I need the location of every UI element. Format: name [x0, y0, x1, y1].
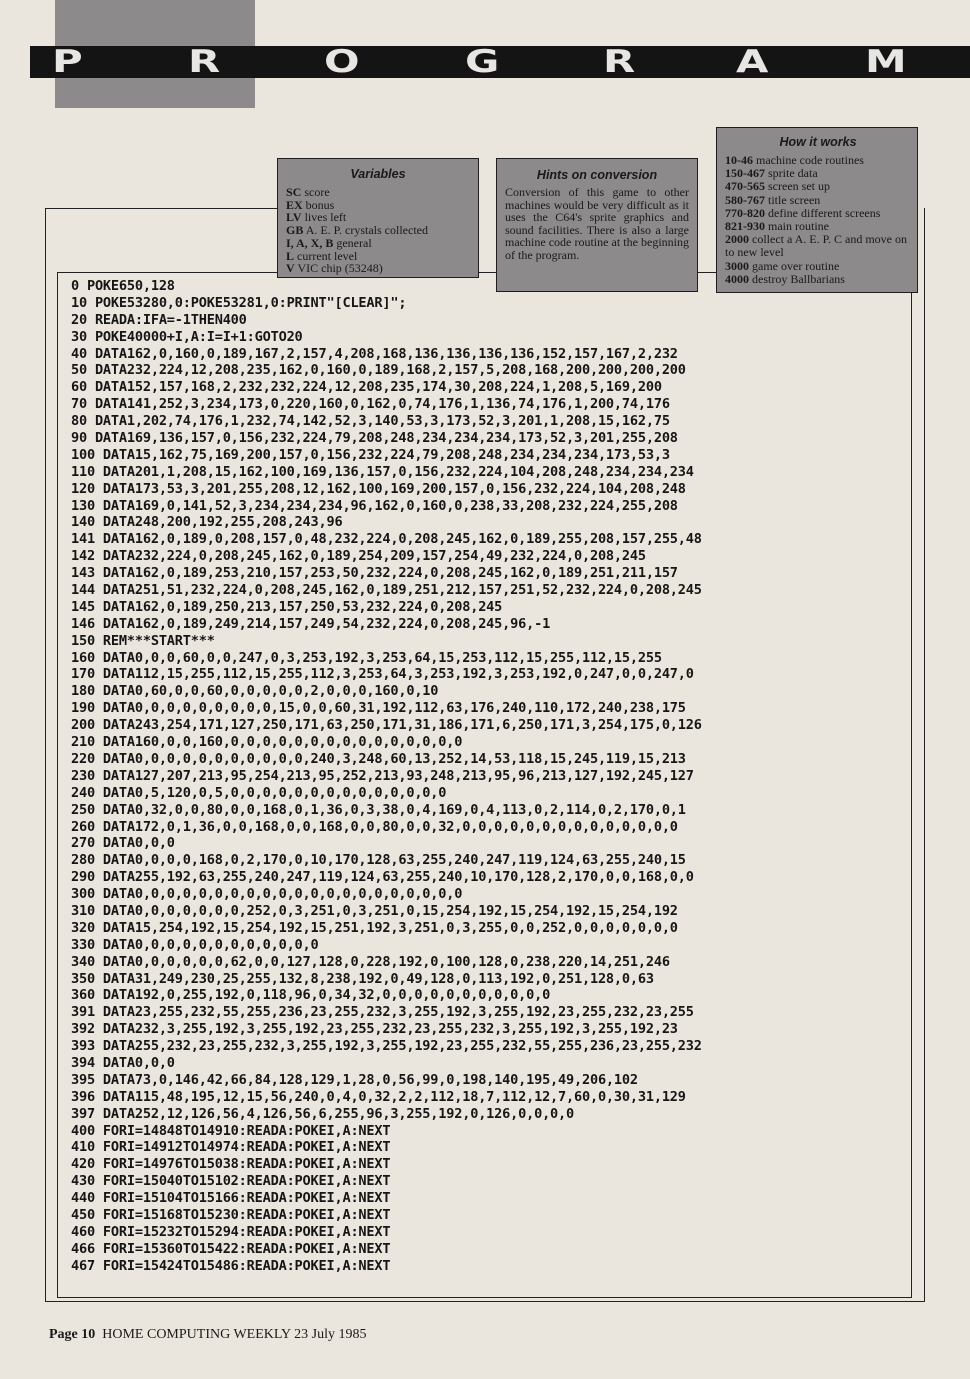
code-line: 395 DATA73,0,146,42,66,84,128,129,1,28,0,56,99,0,198,140,195,49,206,102: [71, 1071, 638, 1088]
variable-key: V: [286, 261, 295, 276]
code-line: 300 DATA0,0,0,0,0,0,0,0,0,0,0,0,0,0,0,0,0,0,0,0,0: [71, 886, 463, 903]
code-line: 467 FORI=15424TO15486:READA:POKEI,A:NEXT: [71, 1257, 391, 1274]
variable-desc: bonus: [305, 197, 335, 212]
variable-key: GB: [286, 223, 304, 238]
code-line: 240 DATA0,5,120,0,5,0,0,0,0,0,0,0,0,0,0,0,0,0,0: [71, 784, 447, 801]
banner-letter: G: [465, 44, 500, 80]
variable-row: [286, 262, 470, 275]
program-banner: [30, 46, 970, 78]
code-line: 146 DATA162,0,189,249,214,157,249,54,232,224,0,208,245,96,-1: [71, 615, 551, 632]
code-line: 310 DATA0,0,0,0,0,0,0,252,0,3,251,0,3,251,0,15,254,192,15,254,192,15,254,192: [71, 902, 678, 919]
how-desc: main routine: [768, 219, 829, 234]
banner-letter: R: [188, 44, 221, 80]
code-line: 330 DATA0,0,0,0,0,0,0,0,0,0,0,0: [71, 936, 319, 953]
code-line: 320 DATA15,254,192,15,254,192,15,251,192,3,251,0,3,255,0,0,252,0,0,0,0,0,0,0: [71, 919, 678, 936]
code-line: 130 DATA169,0,141,52,3,234,234,234,96,162,0,160,0,238,33,208,232,224,255,208: [71, 497, 678, 514]
how-key: 470-565: [725, 179, 765, 194]
how-desc: define different screens: [768, 205, 881, 220]
code-line: 90 DATA169,136,157,0,156,232,224,79,208,248,234,234,234,173,52,3,201,255,208: [71, 430, 678, 447]
code-line: 70 DATA141,252,3,234,173,0,220,160,0,162,0,74,176,1,136,74,176,1,200,74,176: [71, 396, 670, 413]
code-line: 170 DATA112,15,255,112,15,255,112,3,253,64,3,253,192,3,253,192,0,247,0,0,247,0: [71, 666, 694, 683]
how-desc: screen set up: [768, 179, 830, 194]
variable-desc: current level: [297, 248, 358, 263]
code-line: 200 DATA243,254,171,127,250,171,63,250,171,31,186,171,6,250,171,3,254,175,0,126: [71, 717, 702, 734]
code-line: 120 DATA173,53,3,201,255,208,12,162,100,169,200,157,0,156,232,224,104,208,248: [71, 480, 686, 497]
code-line: 160 DATA0,0,0,60,0,0,247,0,3,253,192,3,253,64,15,253,112,15,255,112,15,255: [71, 649, 662, 666]
how-desc: destroy Ballbarians: [752, 271, 845, 286]
code-line: 250 DATA0,32,0,0,80,0,0,168,0,1,36,0,3,38,0,4,169,0,4,113,0,2,114,0,2,170,0,1: [71, 801, 686, 818]
banner-letter: P: [52, 44, 83, 80]
code-line: 141 DATA162,0,189,0,208,157,0,48,232,224,0,208,245,162,0,189,255,208,157,255,48: [71, 531, 702, 548]
code-line: 392 DATA232,3,255,192,3,255,192,23,255,232,23,255,232,3,255,192,3,255,192,23: [71, 1021, 678, 1038]
variable-desc: A. E. P. crystals collected: [305, 223, 428, 238]
code-line: 450 FORI=15168TO15230:READA:POKEI,A:NEXT: [71, 1206, 391, 1223]
code-line: 220 DATA0,0,0,0,0,0,0,0,0,0,0,240,3,248,60,13,252,14,53,118,15,245,119,15,213: [71, 750, 686, 767]
variable-desc: VIC chip (53248): [297, 261, 383, 276]
variable-key: SC: [286, 185, 302, 199]
code-line: 100 DATA15,162,75,169,200,157,0,156,232,224,79,208,248,234,234,234,173,53,3: [71, 446, 670, 463]
variable-key: LV: [286, 210, 302, 225]
code-line: 10 POKE53280,0:POKE53281,0:PRINT"[CLEAR]";: [71, 294, 407, 311]
code-line: 142 DATA232,224,0,208,245,162,0,189,254,209,157,254,49,232,224,0,208,245: [71, 548, 646, 565]
how-it-works-title: How it works: [779, 135, 857, 149]
code-line: 140 DATA248,200,192,255,208,243,96: [71, 514, 343, 531]
hints-title: Hints on conversion: [536, 168, 658, 182]
code-line: 466 FORI=15360TO15422:READA:POKEI,A:NEXT: [71, 1240, 391, 1257]
code-line: 150 REM***START***: [71, 632, 215, 649]
code-line: 260 DATA172,0,1,36,0,0,168,0,0,168,0,0,80,0,0,32,0,0,0,0,0,0,0,0,0,0,0,0,0,0: [71, 818, 678, 835]
code-line: 180 DATA0,60,0,0,60,0,0,0,0,0,2,0,0,0,160,0,10: [71, 683, 439, 700]
how-key: 150-467: [725, 166, 765, 181]
how-key: 580-767: [725, 192, 765, 207]
code-line: 145 DATA162,0,189,250,213,157,250,53,232,224,0,208,245: [71, 598, 503, 615]
code-line: 290 DATA255,192,63,255,240,247,119,124,63,255,240,10,170,128,2,170,0,0,168,0,0: [71, 869, 694, 886]
variable-key: L: [286, 248, 295, 263]
how-desc: machine code routines: [756, 153, 864, 167]
code-line: 340 DATA0,0,0,0,0,0,62,0,0,127,128,0,228,192,0,100,128,0,238,220,14,251,246: [71, 953, 670, 970]
program-listing: [71, 278, 921, 1275]
hints-text: Conversion of this game to other machines would be very difficult as it uses the C64's sprite graphics and sound facilities. There is also a large machine code routine at the beginning of the program.: [505, 185, 689, 262]
variable-key: EX: [286, 197, 303, 212]
code-line: 270 DATA0,0,0: [71, 835, 175, 852]
code-line: 391 DATA23,255,232,55,255,236,23,255,232,3,255,192,3,255,192,23,255,232,23,255: [71, 1004, 694, 1021]
how-desc: sprite data: [768, 166, 818, 181]
banner-letter: R: [603, 44, 636, 80]
code-line: 397 DATA252,12,126,56,4,126,56,6,255,96,3,255,192,0,126,0,0,0,0: [71, 1105, 575, 1122]
banner-letter: A: [736, 44, 769, 80]
variable-desc: general: [336, 235, 372, 250]
code-line: 144 DATA251,51,232,224,0,208,245,162,0,189,251,212,157,251,52,232,224,0,208,245: [71, 582, 702, 599]
code-line: 280 DATA0,0,0,0,168,0,2,170,0,10,170,128,63,255,240,247,119,124,63,255,240,15: [71, 852, 686, 869]
code-line: 230 DATA127,207,213,95,254,213,95,252,213,93,248,213,95,96,213,127,192,245,127: [71, 767, 694, 784]
how-key: 10-46: [725, 153, 753, 167]
code-line: 394 DATA0,0,0: [71, 1054, 175, 1071]
variable-key: I, A, X, B: [286, 235, 334, 250]
code-line: 60 DATA152,157,168,2,232,232,224,12,208,235,174,30,208,224,1,208,5,169,200: [71, 379, 662, 396]
how-row: [725, 233, 911, 259]
code-line: 410 FORI=14912TO14974:READA:POKEI,A:NEXT: [71, 1139, 391, 1156]
code-line: 50 DATA232,224,12,208,235,162,0,160,0,189,168,2,157,5,208,168,200,200,200,200: [71, 362, 686, 379]
how-desc: title screen: [768, 192, 821, 207]
code-line: 40 DATA162,0,160,0,189,167,2,157,4,208,168,136,136,136,136,152,157,167,2,232: [71, 345, 678, 362]
code-line: 420 FORI=14976TO15038:READA:POKEI,A:NEXT: [71, 1156, 391, 1173]
how-key: 4000: [725, 271, 749, 286]
code-line: 350 DATA31,249,230,25,255,132,8,238,192,0,49,128,0,113,192,0,251,128,0,63: [71, 970, 654, 987]
how-key: 3000: [725, 258, 749, 273]
magazine-line: HOME COMPUTING WEEKLY 23 July 1985: [102, 1327, 367, 1342]
how-key: 770-820: [725, 205, 765, 220]
code-line: 396 DATA115,48,195,12,15,56,240,0,4,0,32,2,2,112,18,7,112,12,7,60,0,30,31,129: [71, 1088, 686, 1105]
code-line: 80 DATA1,202,74,176,1,232,74,142,52,3,140,53,3,173,52,3,201,1,208,15,162,75: [71, 413, 670, 430]
how-desc: game over routine: [752, 258, 840, 273]
variable-desc: score: [304, 185, 330, 199]
code-line: 393 DATA255,232,23,255,232,3,255,192,3,255,192,23,255,232,55,255,236,23,255,232: [71, 1038, 702, 1055]
code-line: 400 FORI=14848TO14910:READA:POKEI,A:NEXT: [71, 1122, 391, 1139]
variables-box: [277, 158, 479, 278]
code-line: 0 POKE650,128: [71, 278, 175, 294]
hints-box: [496, 158, 698, 292]
variable-desc: lives left: [304, 210, 347, 225]
page-footer: [49, 1327, 366, 1343]
code-line: 143 DATA162,0,189,253,210,157,253,50,232,224,0,208,245,162,0,189,251,211,157: [71, 565, 678, 582]
how-desc: collect a A. E. P. C and move on to new level: [725, 232, 907, 260]
banner-letter: O: [324, 44, 360, 80]
code-line: 440 FORI=15104TO15166:READA:POKEI,A:NEXT: [71, 1190, 391, 1207]
code-line: 30 POKE40000+I,A:I=I+1:GOTO20: [71, 328, 303, 345]
how-key: 821-930: [725, 219, 765, 234]
how-it-works-box: [716, 127, 918, 293]
page-number: Page 10: [49, 1327, 96, 1342]
code-line: 360 DATA192,0,255,192,0,118,96,0,34,32,0,0,0,0,0,0,0,0,0,0,0: [71, 987, 551, 1004]
variables-title: Variables: [350, 167, 406, 181]
code-line: 20 READA:IFA=-1THEN400: [71, 311, 247, 328]
how-row: [725, 273, 911, 286]
code-line: 460 FORI=15232TO15294:READA:POKEI,A:NEXT: [71, 1223, 391, 1240]
code-line: 110 DATA201,1,208,15,162,100,169,136,157,0,156,232,224,104,208,248,234,234,234: [71, 463, 694, 480]
code-line: 210 DATA160,0,0,160,0,0,0,0,0,0,0,0,0,0,0,0,0,0,0: [71, 734, 463, 751]
code-line: 430 FORI=15040TO15102:READA:POKEI,A:NEXT: [71, 1173, 391, 1190]
banner-letter: M: [865, 44, 907, 80]
how-key: 2000: [725, 232, 749, 247]
code-line: 190 DATA0,0,0,0,0,0,0,0,0,15,0,0,60,31,192,112,63,176,240,110,172,240,238,175: [71, 700, 686, 717]
